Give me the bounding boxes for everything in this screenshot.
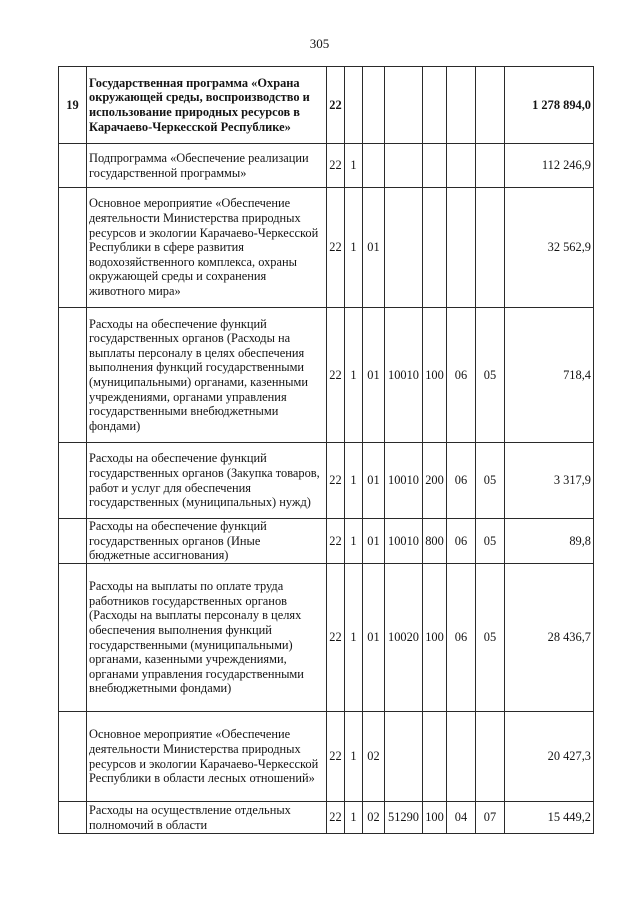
amount-cell: 32 562,9 [505,188,594,308]
amount-cell: 112 246,9 [505,144,594,188]
program-code-cell: 22 [327,443,345,519]
table-row [59,144,594,188]
subprogram-code-cell: 1 [345,802,363,834]
expense-type-cell: 100 [423,564,447,712]
program-code-cell: 22 [327,519,345,564]
row-number-cell [59,712,87,802]
row-name-cell: Расходы на обеспечение функций государственных органов (Иные бюджетные ассигнования) [87,519,327,564]
row-number-cell [59,308,87,443]
budget-table [58,66,594,834]
expense-type-cell: 200 [423,443,447,519]
row-name-cell: Расходы на осуществление отдельных полномочий в области [87,802,327,834]
table-row [59,802,594,834]
measure-code-cell: 01 [363,188,385,308]
section-code-cell: 06 [447,519,476,564]
row-name-cell: Основное мероприятие «Обеспечение деятельности Министерства природных ресурсов и экологии Карачаево-Черкесской Республики в сфере развития водохозяйственного комплекса, охраны окружающей среды и сохранения животного мира» [87,188,327,308]
expense-type-cell [423,67,447,144]
measure-code-cell: 01 [363,564,385,712]
row-name-cell: Государственная программа «Охрана окружающей среды, воспроизводство и использование природных ресурсов в Карачаево-Черкесской Республике» [87,67,327,144]
direction-code-cell: 10010 [385,308,423,443]
measure-code-cell: 01 [363,443,385,519]
row-name-cell: Расходы на выплаты по оплате труда работников государственных органов (Расходы на выплаты персоналу в целях обеспечения выполнения функций государственными (муниципальными) органами, казенными учреждениями, органами управления государственными внебюджетными фондами) [87,564,327,712]
section-code-cell: 04 [447,802,476,834]
row-number-cell [59,144,87,188]
subsection-code-cell: 05 [476,308,505,443]
subsection-code-cell: 05 [476,443,505,519]
row-number-cell [59,564,87,712]
amount-cell: 3 317,9 [505,443,594,519]
subprogram-code-cell: 1 [345,188,363,308]
amount-cell: 20 427,3 [505,712,594,802]
section-code-cell: 06 [447,308,476,443]
amount-cell: 89,8 [505,519,594,564]
section-code-cell [447,67,476,144]
program-code-cell: 22 [327,802,345,834]
subprogram-code-cell: 1 [345,564,363,712]
program-code-cell: 22 [327,67,345,144]
section-code-cell [447,712,476,802]
program-code-cell: 22 [327,712,345,802]
row-number-cell: 19 [59,67,87,144]
subprogram-code-cell: 1 [345,308,363,443]
section-code-cell [447,144,476,188]
subprogram-code-cell [345,67,363,144]
measure-code-cell: 02 [363,802,385,834]
amount-cell: 718,4 [505,308,594,443]
measure-code-cell: 01 [363,519,385,564]
expense-type-cell [423,712,447,802]
program-code-cell: 22 [327,308,345,443]
subprogram-code-cell: 1 [345,712,363,802]
row-number-cell [59,443,87,519]
direction-code-cell: 10010 [385,519,423,564]
direction-code-cell: 51290 [385,802,423,834]
subprogram-code-cell: 1 [345,519,363,564]
table-row [59,308,594,443]
table-row [59,188,594,308]
measure-code-cell [363,67,385,144]
direction-code-cell: 10010 [385,443,423,519]
table-row [59,519,594,564]
amount-cell: 1 278 894,0 [505,67,594,144]
row-number-cell [59,802,87,834]
expense-type-cell: 100 [423,802,447,834]
subprogram-code-cell: 1 [345,443,363,519]
expense-type-cell [423,188,447,308]
section-code-cell: 06 [447,443,476,519]
expense-type-cell [423,144,447,188]
page-number: 305 [309,36,330,51]
row-name-cell: Расходы на обеспечение функций государственных органов (Расходы на выплаты персоналу в целях обеспечения выполнения функций государственными (муниципальными) органами, казенными учреждениями, органами управления государственными внебюджетными фондами) [87,308,327,443]
direction-code-cell [385,67,423,144]
section-code-cell [447,188,476,308]
row-name-cell: Подпрограмма «Обеспечение реализации государственной программы» [87,144,327,188]
table-body [59,67,594,834]
table-row [59,443,594,519]
direction-code-cell [385,188,423,308]
program-code-cell: 22 [327,564,345,712]
expense-type-cell: 800 [423,519,447,564]
row-name-cell: Основное мероприятие «Обеспечение деятельности Министерства природных ресурсов и экологии Карачаево-Черкесской Республики в области лесных отношений» [87,712,327,802]
table-row [59,564,594,712]
subsection-code-cell: 07 [476,802,505,834]
program-code-cell: 22 [327,188,345,308]
subsection-code-cell [476,144,505,188]
subsection-code-cell [476,712,505,802]
direction-code-cell [385,712,423,802]
subprogram-code-cell: 1 [345,144,363,188]
subsection-code-cell: 05 [476,564,505,712]
table-row [59,67,594,144]
program-code-cell: 22 [327,144,345,188]
expense-type-cell: 100 [423,308,447,443]
subsection-code-cell [476,188,505,308]
table-row [59,712,594,802]
amount-cell: 28 436,7 [505,564,594,712]
measure-code-cell: 01 [363,308,385,443]
row-number-cell [59,519,87,564]
direction-code-cell [385,144,423,188]
measure-code-cell: 02 [363,712,385,802]
row-number-cell [59,188,87,308]
subsection-code-cell [476,67,505,144]
row-name-cell: Расходы на обеспечение функций государственных органов (Закупка товаров, работ и услуг для обеспечения государственных (муниципальных) нужд) [87,443,327,519]
measure-code-cell [363,144,385,188]
section-code-cell: 06 [447,564,476,712]
direction-code-cell: 10020 [385,564,423,712]
amount-cell: 15 449,2 [505,802,594,834]
subsection-code-cell: 05 [476,519,505,564]
